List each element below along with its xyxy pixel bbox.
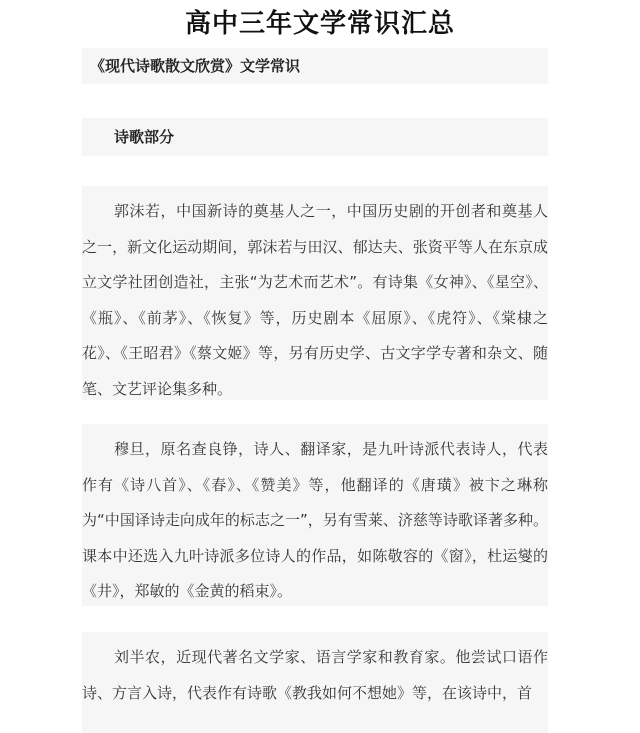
paragraph-liu-bannong: 刘半农，近现代著名文学家、语言学家和教育家。他尝试口语作诗、方言入诗，代表作有诗歌《教我如何不想她》等，在该诗中，首 bbox=[82, 632, 548, 733]
section-heading: 诗歌部分 bbox=[82, 118, 548, 156]
paragraph-mu-dan: 穆旦，原名查良铮，诗人、翻译家，是九叶诗派代表诗人，代表作有《诗八首》、《春》、《赞美》等，他翻译的《唐璜》被卞之琳称为“中国译诗走向成年的标志之一”，另有雪莱、济慈等诗歌译著多种。课本中还选入九叶诗派多位诗人的作品，如陈敬容的《窗》，杜运燮的《井》，郑敏的《金黄的稻束》。 bbox=[82, 424, 548, 606]
page-title: 高中三年文学常识汇总 bbox=[184, 9, 455, 39]
paragraph-guo-moruo: 郭沫若，中国新诗的奠基人之一，中国历史剧的开创者和奠基人之一，新文化运动期间，郭沫若与田汉、郁达夫、张资平等人在东京成立文学社团创造社，主张“为艺术而艺术”。有诗集《女神》、《星空》、《瓶》、《前茅》、《恢复》等，历史剧本《屈原》、《虎符》、《棠棣之花》、《王昭君》《蔡文姬》等，另有历史学、古文字学专著和杂文、随笔、文艺评论集多种。 bbox=[82, 186, 548, 400]
document-subtitle: 《现代诗歌散文欣赏》文学常识 bbox=[82, 48, 548, 84]
